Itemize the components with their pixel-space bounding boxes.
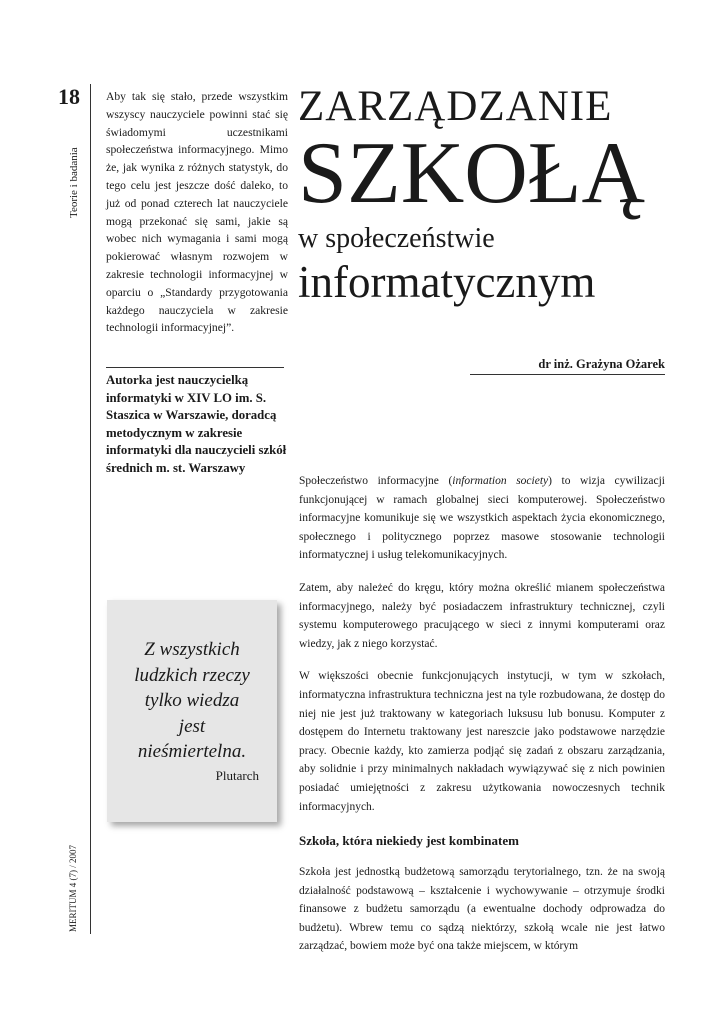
author-note: Autorka jest nauczycielką informatyki w XIV LO im. S. Staszica w Warszawie, doradcą metodycznym w zakresie informatyki dla nauczycieli szkół średnich m. st. Warszawy (106, 373, 287, 475)
author-note-rule (106, 367, 284, 368)
issue-label: MERITUM 4 (7) / 2007 (68, 845, 78, 932)
quote-text (107, 637, 277, 765)
article-title (298, 84, 678, 308)
quote-box (107, 600, 277, 822)
body-paragraph (299, 472, 665, 565)
section-heading: Szkoła, która niekiedy jest kombinatem (299, 833, 519, 849)
body-text: ) to wizja cywilizacji funkcjonującej w ramach globalnej sieci komputerowej. Społeczeństwo informacyjne komunikuje się we wszystkich aspektach życia ekonomicznego, społecznego i politycznego poprzez masowe stosowanie technologii informatycznej i usług telekomunikacyjnych. (299, 475, 665, 562)
title-line-1: ZARZĄDZANIE (298, 83, 613, 130)
quote-line: Z wszystkich (144, 639, 240, 660)
quote-line: nieśmiertelna. (137, 741, 247, 762)
quote-author: Plutarch (215, 768, 259, 783)
body-paragraph: Zatem, aby należeć do kręgu, który można określić mianem społeczeństwa informacyjnego, należy być posiadaczem infrastruktury technicznej, czyli systemu komputerowego pracującego w sieci z innymi komputerami oraz wiedzy, jak z niego korzystać. (299, 581, 665, 650)
body-paragraph: W większości obecnie funkcjonujących instytucji, w tym w szkołach, informatyczna infrastruktura techniczna jest na tyle rozbudowana, że dostęp do niej nie jest już traktowany w kategoriach luksusu lub bonusu. Komputer z dostępem do Internetu traktowany jest nareszcie jako podstawowe narzędzie pracy. Obecnie każdy, kto zamierza podjąć się zadań z obszaru zarządzania, aby solidnie i przy minimalnych nakładach wywiązywać się z nich powinien posiadać umiejętności z zakresu użytkowania nowoczesnych technik informacyjnych. (299, 670, 665, 813)
body-text: Społeczeństwo informacyjne ( (299, 475, 453, 487)
quote-line: tylko wiedza (144, 690, 240, 711)
title-line-3: w społeczeństwie (298, 223, 495, 254)
body-paragraph: Szkoła jest jednostką budżetową samorządu terytorialnego, tzn. że na swoją działalność podstawową – kształcenie i wychowywanie – otrzymuje środki finansowe z budżetu samorządu (a ewentualne dochody odprowadza do budżetu). Wbrew temu co sądzą niektórzy, szkołą wcale nie jest łatwo zarządzać, bowiem może być ona także miejscem, w którym (299, 866, 665, 953)
byline: dr inż. Grażyna Ożarek (470, 357, 665, 375)
section-label: Teorie i badania (68, 147, 80, 218)
title-line-2: SZKOŁĄ (298, 125, 646, 222)
body-italic-term: information society (452, 475, 549, 487)
quote-line: jest (178, 715, 206, 737)
intro-paragraph: Aby tak się stało, przede wszystkim wszyscy nauczyciele powinni stać się świadomymi uczestnikami społeczeństwa informacyjnego. Mimo że, jak wynika z różnych statystyk, do tego celu jest jeszcze dość daleko, to już od ponad czterech lat nauczyciele mogą przekonać się sami, jakie są wobec nich wymagania i sami mogą pokierować własnym rozwojem w zakresie technologii informacyjnej w oparciu o „Standardy przygotowania każdego nauczyciela w zakresie technologii informacyjnej”. (106, 90, 288, 335)
title-line-4: informatycznym (298, 257, 596, 307)
page-number: 18 (58, 84, 80, 109)
margin-rule (90, 84, 91, 934)
article-body (299, 472, 665, 970)
quote-line: ludzkich rzeczy (134, 664, 250, 686)
